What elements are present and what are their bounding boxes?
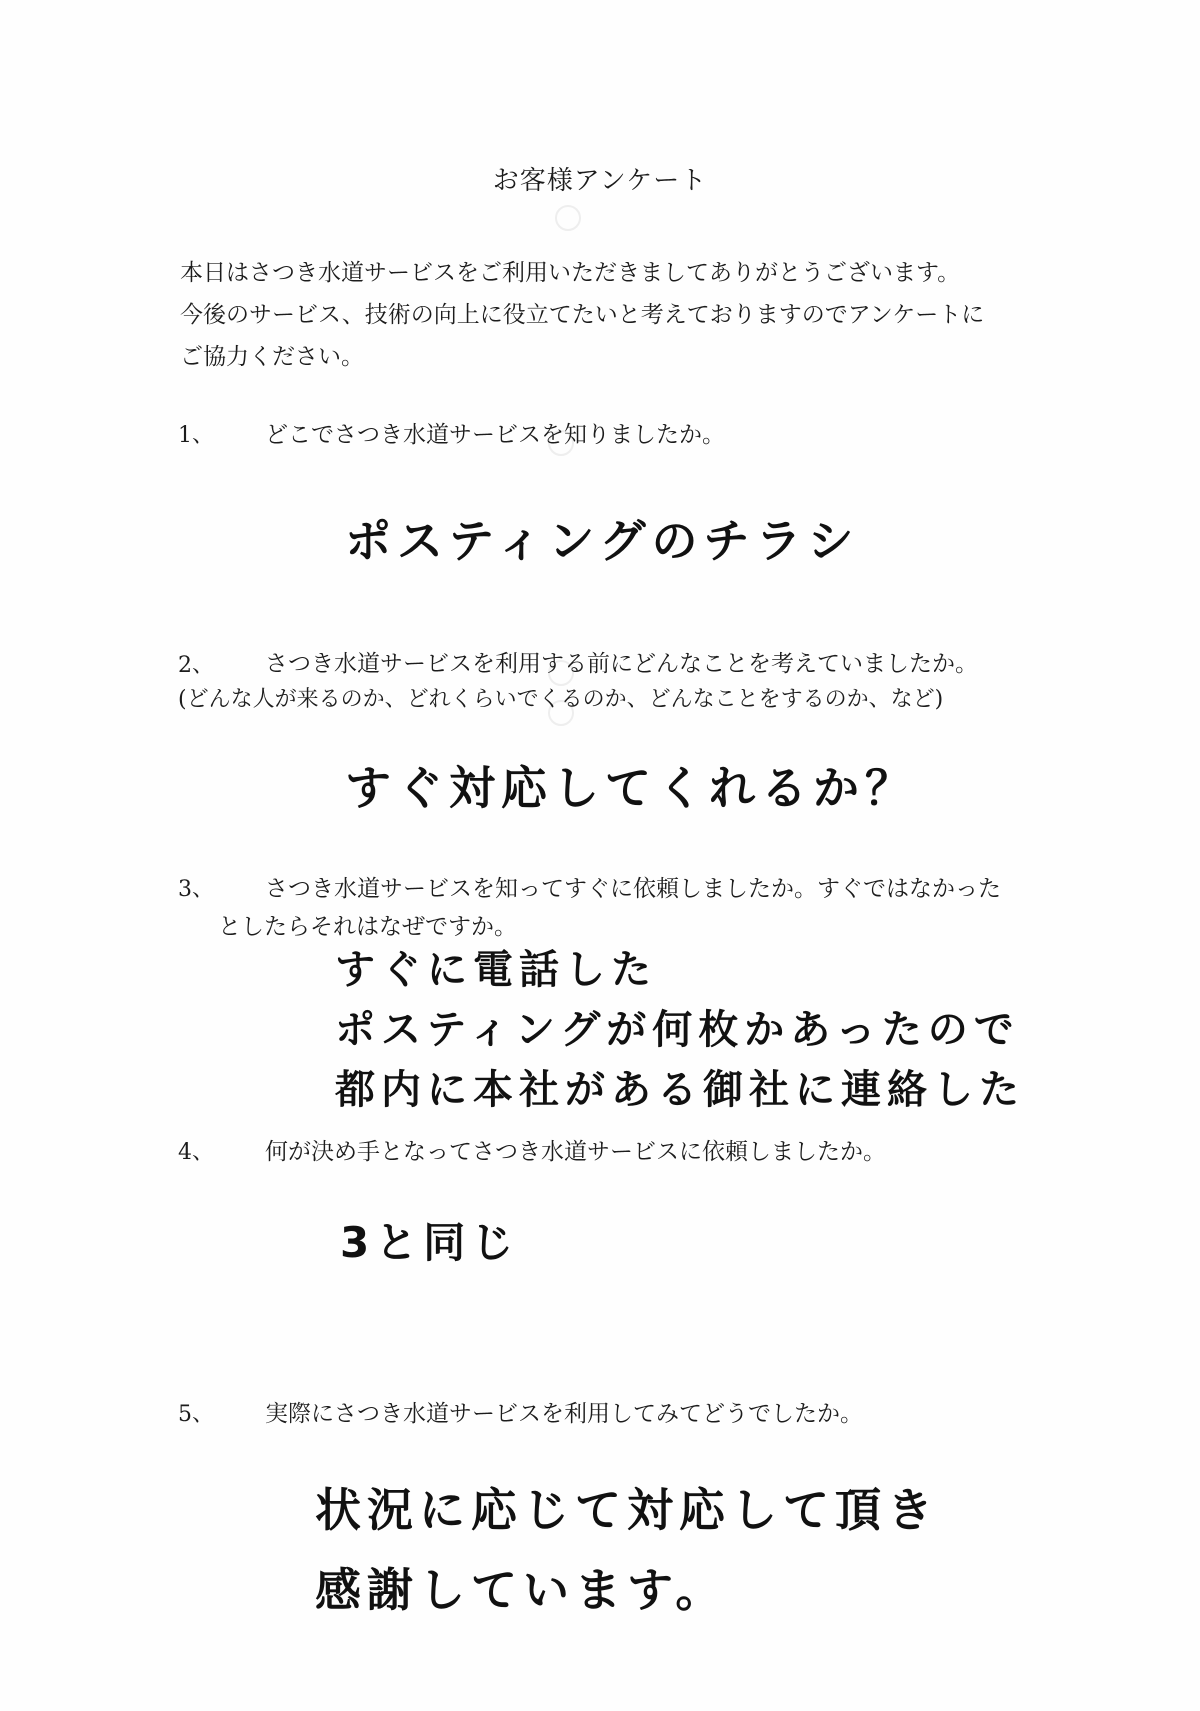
- question-4-text: 何が決め手となってさつき水道サービスに依頼しましたか。: [265, 1139, 886, 1165]
- question-1-text: どこでさつき水道サービスを知りましたか。: [265, 422, 725, 448]
- question-4-number: 4、: [178, 1140, 214, 1165]
- handwritten-answer-line: 3と同じ: [340, 1218, 520, 1267]
- question-5-answer: [315, 1470, 939, 1630]
- intro-line: 本日はさつき水道サービスをご利用いただきましてありがとうございます。: [180, 260, 961, 286]
- question-2-subtext: (どんな人が来るのか、どれくらいでくるのか、どんなことをするのか、など): [178, 687, 944, 712]
- question-3-answer: [335, 940, 1025, 1120]
- question-3-text: さつき水道サービスを知ってすぐに依頼しましたか。すぐではなかった: [265, 876, 1001, 902]
- handwritten-answer-line: すぐ対応してくれるか？: [345, 761, 917, 815]
- question-5-number: 5、: [178, 1402, 214, 1427]
- handwritten-answer-line: 状況に応じて対応して頂き: [315, 1483, 939, 1537]
- question-1-number: 1、: [178, 423, 214, 448]
- intro-paragraph: [180, 252, 1100, 378]
- question-1-answer: [345, 505, 859, 571]
- handwritten-answer-line: ポスティングが何枚かあったので: [335, 1007, 1020, 1053]
- intro-line: 今後のサービス、技術の向上に役立てたいと考えておりますのでアンケートに: [180, 302, 985, 328]
- intro-line: ご協力ください。: [180, 344, 364, 370]
- question-3-number: 3、: [178, 877, 214, 902]
- handwritten-answer-line: 感謝しています。: [315, 1563, 728, 1617]
- bleed-through-mark: [555, 205, 581, 231]
- question-2-answer: [345, 752, 917, 818]
- survey-title: お客様アンケート: [492, 166, 708, 196]
- question-4-answer: [340, 1210, 519, 1270]
- handwritten-answer-line: すぐに電話した: [335, 947, 657, 993]
- handwritten-answer-line: ポスティングのチラシ: [345, 514, 860, 568]
- handwritten-answer-line: 都内に本社がある御社に連絡した: [335, 1067, 1025, 1113]
- question-2-number: 2、: [178, 653, 214, 678]
- question-2-text: さつき水道サービスを利用する前にどんなことを考えていましたか。: [265, 651, 978, 677]
- question-5-text: 実際にさつき水道サービスを利用してみてどうでしたか。: [265, 1401, 863, 1427]
- question-3-subtext: としたらそれはなぜですか。: [218, 914, 517, 940]
